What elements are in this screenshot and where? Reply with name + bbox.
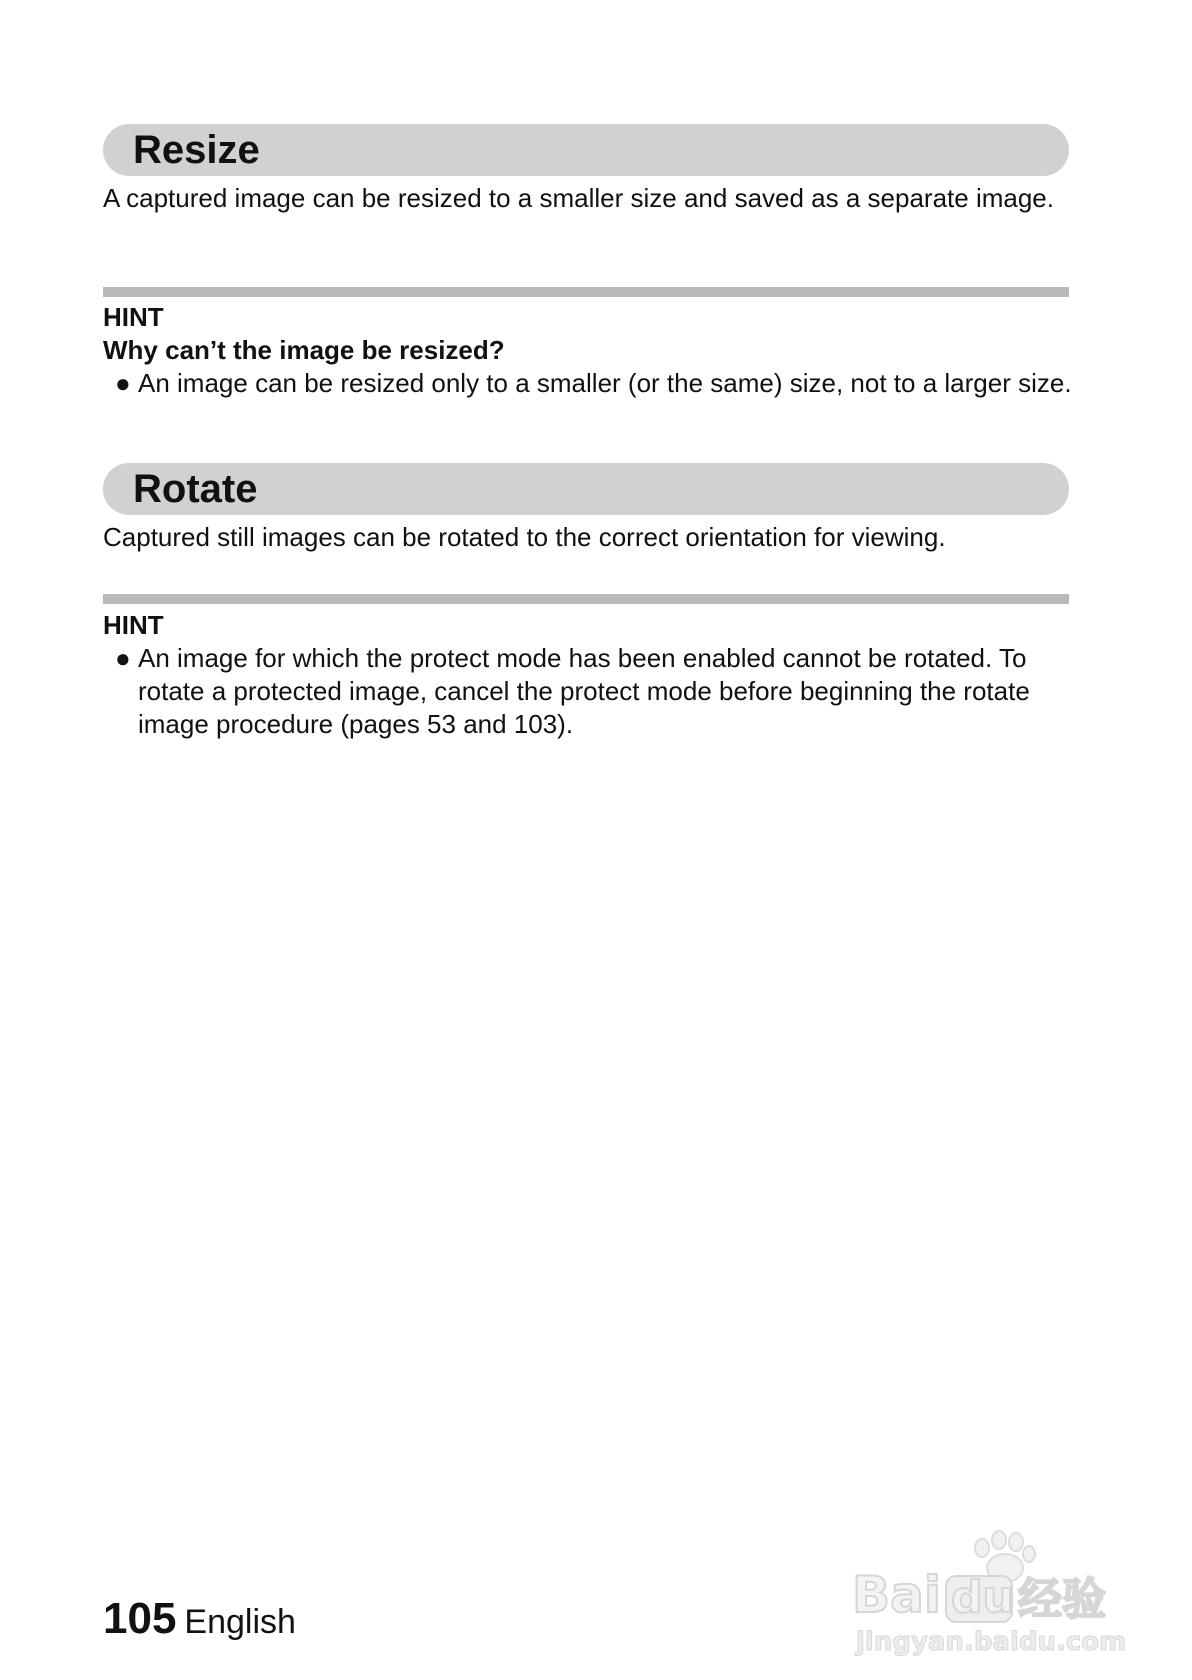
section-header-resize xyxy=(103,124,1069,176)
svg-text:Bai: Bai xyxy=(852,1566,941,1624)
section-title-resize: Resize xyxy=(133,128,260,172)
hint-divider-rotate xyxy=(103,594,1069,604)
hint-bullet-text: An image can be resized only to a smaller (or the same) size, not to a larger size. xyxy=(138,368,1072,398)
hint-bullet-rotate xyxy=(103,642,1073,741)
hint-bullet-text: An image for which the protect mode has been enabled cannot be rotated. To rotate a protected image, cancel the protect mode before beginning the rotate image procedure (pages 53 and 103). xyxy=(138,643,1030,739)
page-number: 105 xyxy=(103,1594,177,1643)
hint-label-resize: HINT xyxy=(103,302,164,332)
page-footer xyxy=(103,1595,296,1653)
section-header-rotate xyxy=(103,463,1069,515)
bullet-icon: ● xyxy=(115,368,131,398)
bullet-icon: ● xyxy=(115,643,131,673)
hint-question-resize: Why can’t the image be resized? xyxy=(103,335,505,365)
hint-bullet-resize xyxy=(103,367,1073,400)
baidu-watermark-logo xyxy=(850,1520,1140,1660)
page-language: English xyxy=(184,1603,296,1641)
svg-text:jingyan.baidu.com: jingyan.baidu.com xyxy=(856,1627,1127,1657)
section-title-rotate: Rotate xyxy=(133,467,258,511)
resize-description: A captured image can be resized to a smaller size and saved as a separate image. xyxy=(103,183,1054,213)
svg-text:经验: 经验 xyxy=(1018,1574,1106,1625)
hint-label-rotate: HINT xyxy=(103,610,164,640)
rotate-description: Captured still images can be rotated to the correct orientation for viewing. xyxy=(103,522,946,552)
svg-text:du: du xyxy=(951,1572,1014,1623)
hint-divider-resize xyxy=(103,287,1069,297)
